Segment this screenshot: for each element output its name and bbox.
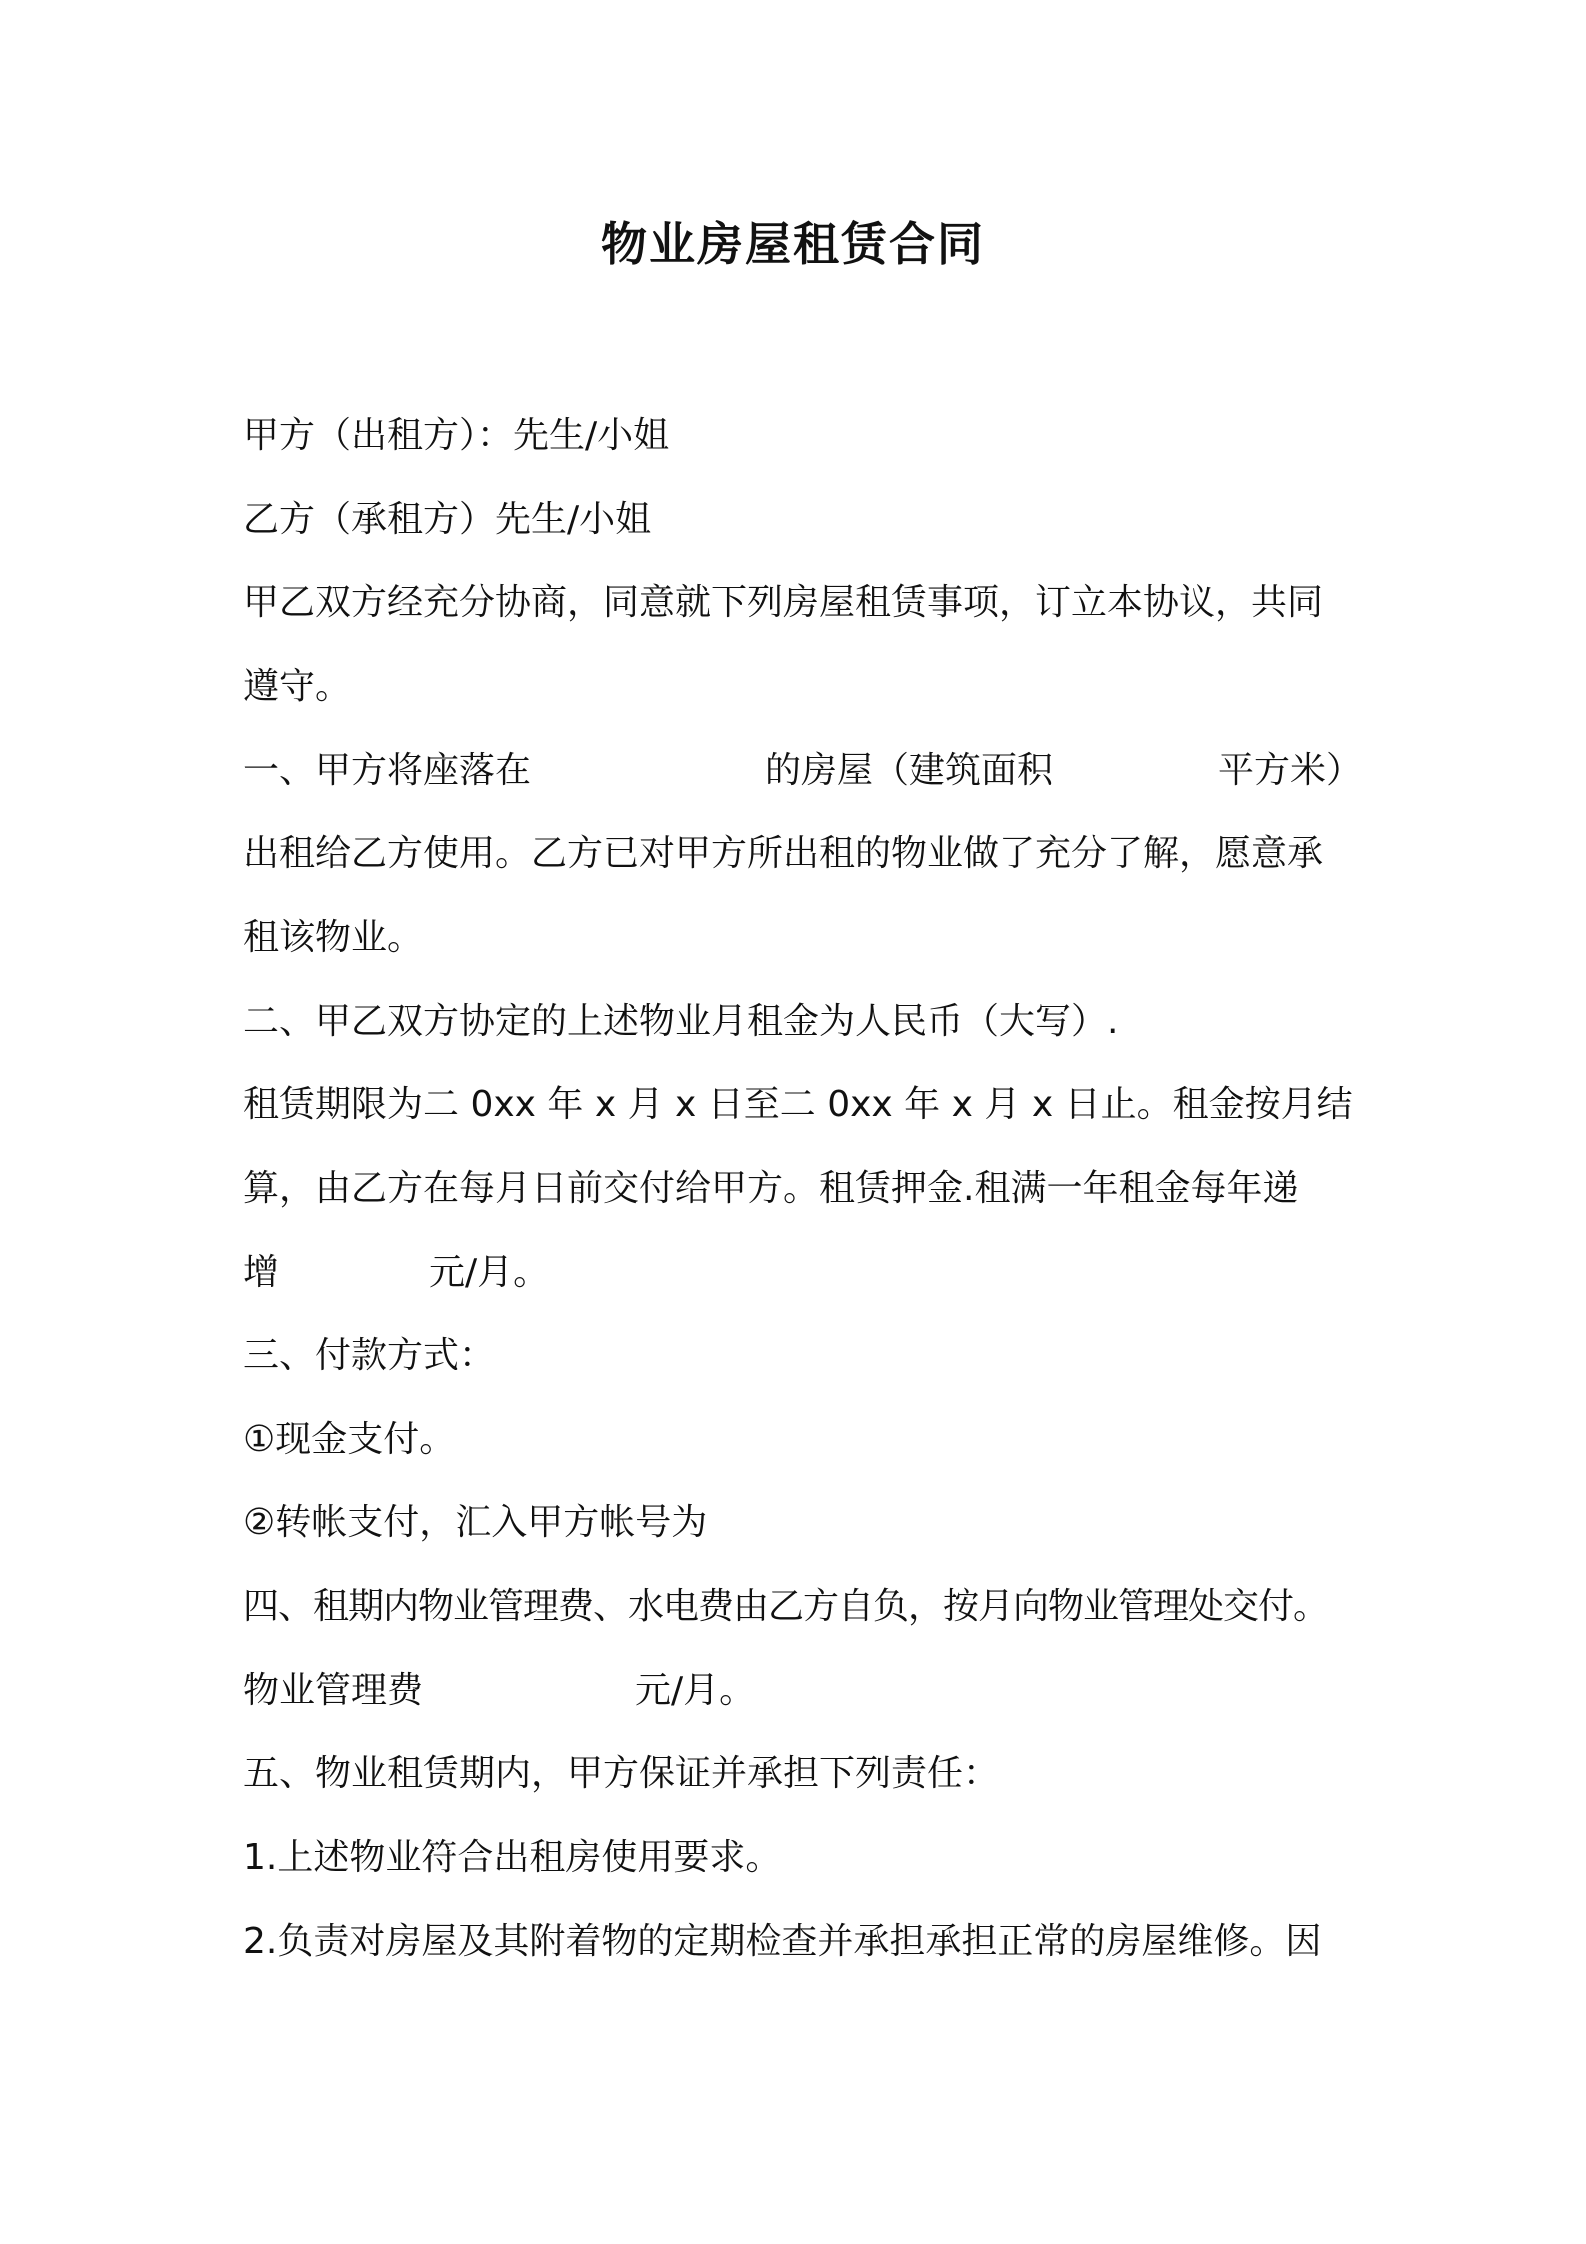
clause-2-line-2: 租赁期限为二 0xx 年 x 月 x 日至二 0xx 年 x 月 x 日止。租金按月结 xyxy=(243,1084,1353,1125)
clause-1-area-label: 的房屋（建筑面积 xyxy=(765,750,1054,791)
party-b-line: 乙方（承租方）先生/小姐 xyxy=(243,499,652,540)
document-title: 物业房屋租赁合同 xyxy=(601,217,985,271)
increase-unit: 元/月。 xyxy=(429,1252,550,1293)
payment-transfer: ②转帐支付，汇入甲方帐号为 xyxy=(243,1502,708,1543)
clause-1-area-unit: 平方米） xyxy=(1218,750,1363,791)
party-a-line: 甲方（出租方）：先生/小姐 xyxy=(243,415,670,456)
clause-2-line-3: 算，由乙方在每月日前交付给甲方。租赁押金.租满一年租金每年递 xyxy=(243,1168,1299,1209)
clause-2-line-1: 二、甲乙双方协定的上述物业月租金为人民币（大写）. xyxy=(243,1001,1119,1042)
clause-5-item-1: 1.上述物业符合出租房使用要求。 xyxy=(243,1837,782,1878)
clause-2-line-4 xyxy=(243,1248,843,1298)
increase-label: 增 xyxy=(243,1252,280,1293)
preamble-line-2: 遵守。 xyxy=(243,666,352,707)
management-fee-unit: 元/月。 xyxy=(635,1670,756,1711)
clause-1-line-1 xyxy=(243,746,1363,796)
clause-1-location-label: 一、甲方将座落在 xyxy=(243,750,532,791)
payment-cash: ①现金支付。 xyxy=(243,1419,456,1460)
clause-5-item-2: 2.负责对房屋及其附着物的定期检查并承担承担正常的房屋维修。因 xyxy=(243,1921,1322,1962)
preamble-line-1: 甲乙双方经充分协商，同意就下列房屋租赁事项，订立本协议，共同 xyxy=(243,582,1324,623)
clause-1-line-3: 租该物业。 xyxy=(243,917,424,958)
clause-4-line-1: 四、租期内物业管理费、水电费由乙方自负，按月向物业管理处交付。 xyxy=(243,1586,1329,1627)
clause-5-heading: 五、物业租赁期内，甲方保证并承担下列责任： xyxy=(243,1753,1000,1794)
management-fee-label: 物业管理费 xyxy=(243,1670,424,1711)
clause-1-line-2: 出租给乙方使用。乙方已对甲方所出租的物业做了充分了解，愿意承 xyxy=(243,833,1324,874)
clause-3-heading: 三、付款方式： xyxy=(243,1335,496,1376)
clause-4-line-2 xyxy=(243,1666,943,1716)
